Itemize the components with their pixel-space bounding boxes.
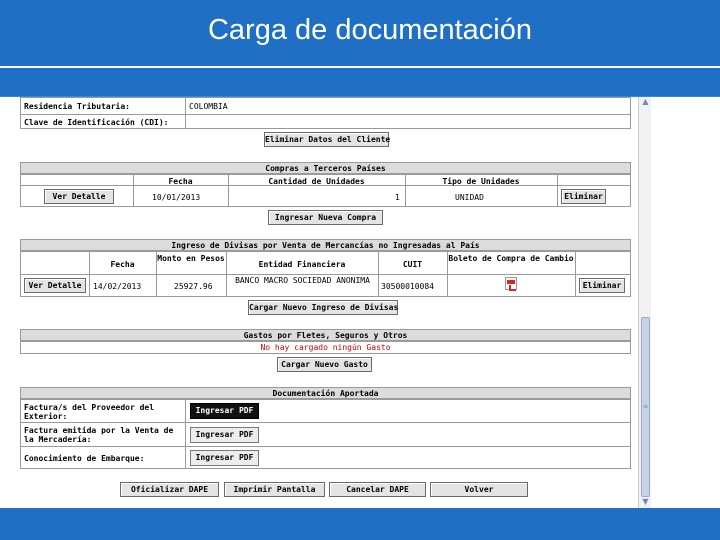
purchases-col-date: Fecha bbox=[168, 177, 193, 186]
doc-supplier-invoice-upload-button[interactable]: Ingresar PDF bbox=[190, 403, 259, 419]
currency-amount: 25927.96 bbox=[174, 282, 213, 291]
currency-date: 14/02/2013 bbox=[93, 282, 142, 291]
vertical-scrollbar[interactable] bbox=[638, 97, 651, 508]
purchases-col-quantity: Cantidad de Unidades bbox=[268, 177, 365, 186]
currency-col-amount: Monto en Pesos bbox=[157, 254, 225, 263]
doc-bill-of-lading-label: Conocimiento de Embarque: bbox=[24, 454, 145, 463]
slide-title-band bbox=[0, 66, 720, 97]
doc-sale-invoice-label: Factura emitida por la Venta de la Mercadería: bbox=[24, 426, 174, 444]
currency-col-entity: Entidad Financiera bbox=[258, 260, 346, 269]
scroll-down-arrow-icon[interactable]: ▼ bbox=[642, 497, 649, 506]
back-button[interactable]: Volver bbox=[430, 482, 528, 497]
purchase-date: 10/01/2013 bbox=[152, 193, 201, 202]
add-purchase-button[interactable]: Ingresar Nueva Compra bbox=[268, 210, 383, 225]
purchase-units: 1 bbox=[395, 193, 400, 202]
scrollbar-grip-icon: ≡ bbox=[642, 403, 649, 410]
cancel-dape-button[interactable]: Cancelar DAPE bbox=[329, 482, 426, 497]
doc-bill-of-lading-upload-button[interactable]: Ingresar PDF bbox=[190, 450, 259, 466]
add-currency-income-button[interactable]: Cargar Nuevo Ingreso de Divisas bbox=[248, 300, 398, 315]
currency-cuit: 30500010084 bbox=[381, 282, 434, 291]
slide-footer-bar bbox=[0, 508, 720, 540]
delete-client-button[interactable]: Eliminar Datos del Cliente bbox=[264, 132, 389, 147]
currency-title: Ingreso de Divisas por Venta de Mercancías no Ingresadas al País bbox=[171, 241, 480, 250]
expenses-title: Gastos por Fletes, Seguros y Otros bbox=[243, 331, 408, 340]
officialize-dape-button[interactable]: Oficializar DAPE bbox=[120, 482, 219, 497]
add-expense-button[interactable]: Cargar Nuevo Gasto bbox=[277, 357, 372, 372]
form-screenshot bbox=[15, 97, 651, 508]
print-screen-button[interactable]: Imprimir Pantalla bbox=[224, 482, 325, 497]
currency-view-detail-button[interactable]: Ver Detalle bbox=[24, 278, 86, 293]
cdi-label: Clave de Identificación (CDI): bbox=[24, 118, 169, 127]
purchase-unit-type: UNIDAD bbox=[455, 193, 484, 202]
expenses-empty-message: No hay cargado ningún Gasto bbox=[260, 343, 391, 352]
scroll-up-arrow-icon[interactable]: ▲ bbox=[642, 97, 649, 106]
currency-col-receipt: Boleto de Compra de Cambio bbox=[448, 254, 574, 263]
purchase-view-detail-button[interactable]: Ver Detalle bbox=[44, 189, 114, 204]
purchases-col-unit-type: Tipo de Unidades bbox=[442, 177, 520, 186]
currency-delete-button[interactable]: Eliminar bbox=[579, 278, 625, 293]
documents-title: Documentación Aportada bbox=[272, 389, 379, 398]
currency-col-date: Fecha bbox=[110, 260, 135, 269]
pdf-icon[interactable] bbox=[505, 277, 517, 290]
currency-entity: BANCO MACRO SOCIEDAD ANONIMA bbox=[235, 276, 370, 285]
residence-label: Residencia Tributaria: bbox=[24, 102, 130, 111]
slide-title: Carga de documentación bbox=[207, 14, 533, 46]
purchase-delete-button[interactable]: Eliminar bbox=[561, 189, 606, 204]
purchases-title: Compras a Terceros Países bbox=[265, 164, 386, 173]
doc-sale-invoice-upload-button[interactable]: Ingresar PDF bbox=[190, 427, 259, 443]
slide-title-bar bbox=[0, 0, 720, 66]
currency-col-cuit: CUIT bbox=[402, 260, 423, 269]
residence-value: COLOMBIA bbox=[189, 102, 228, 111]
doc-supplier-invoice-label: Factura/s del Proveedor del Exterior: bbox=[24, 403, 155, 421]
